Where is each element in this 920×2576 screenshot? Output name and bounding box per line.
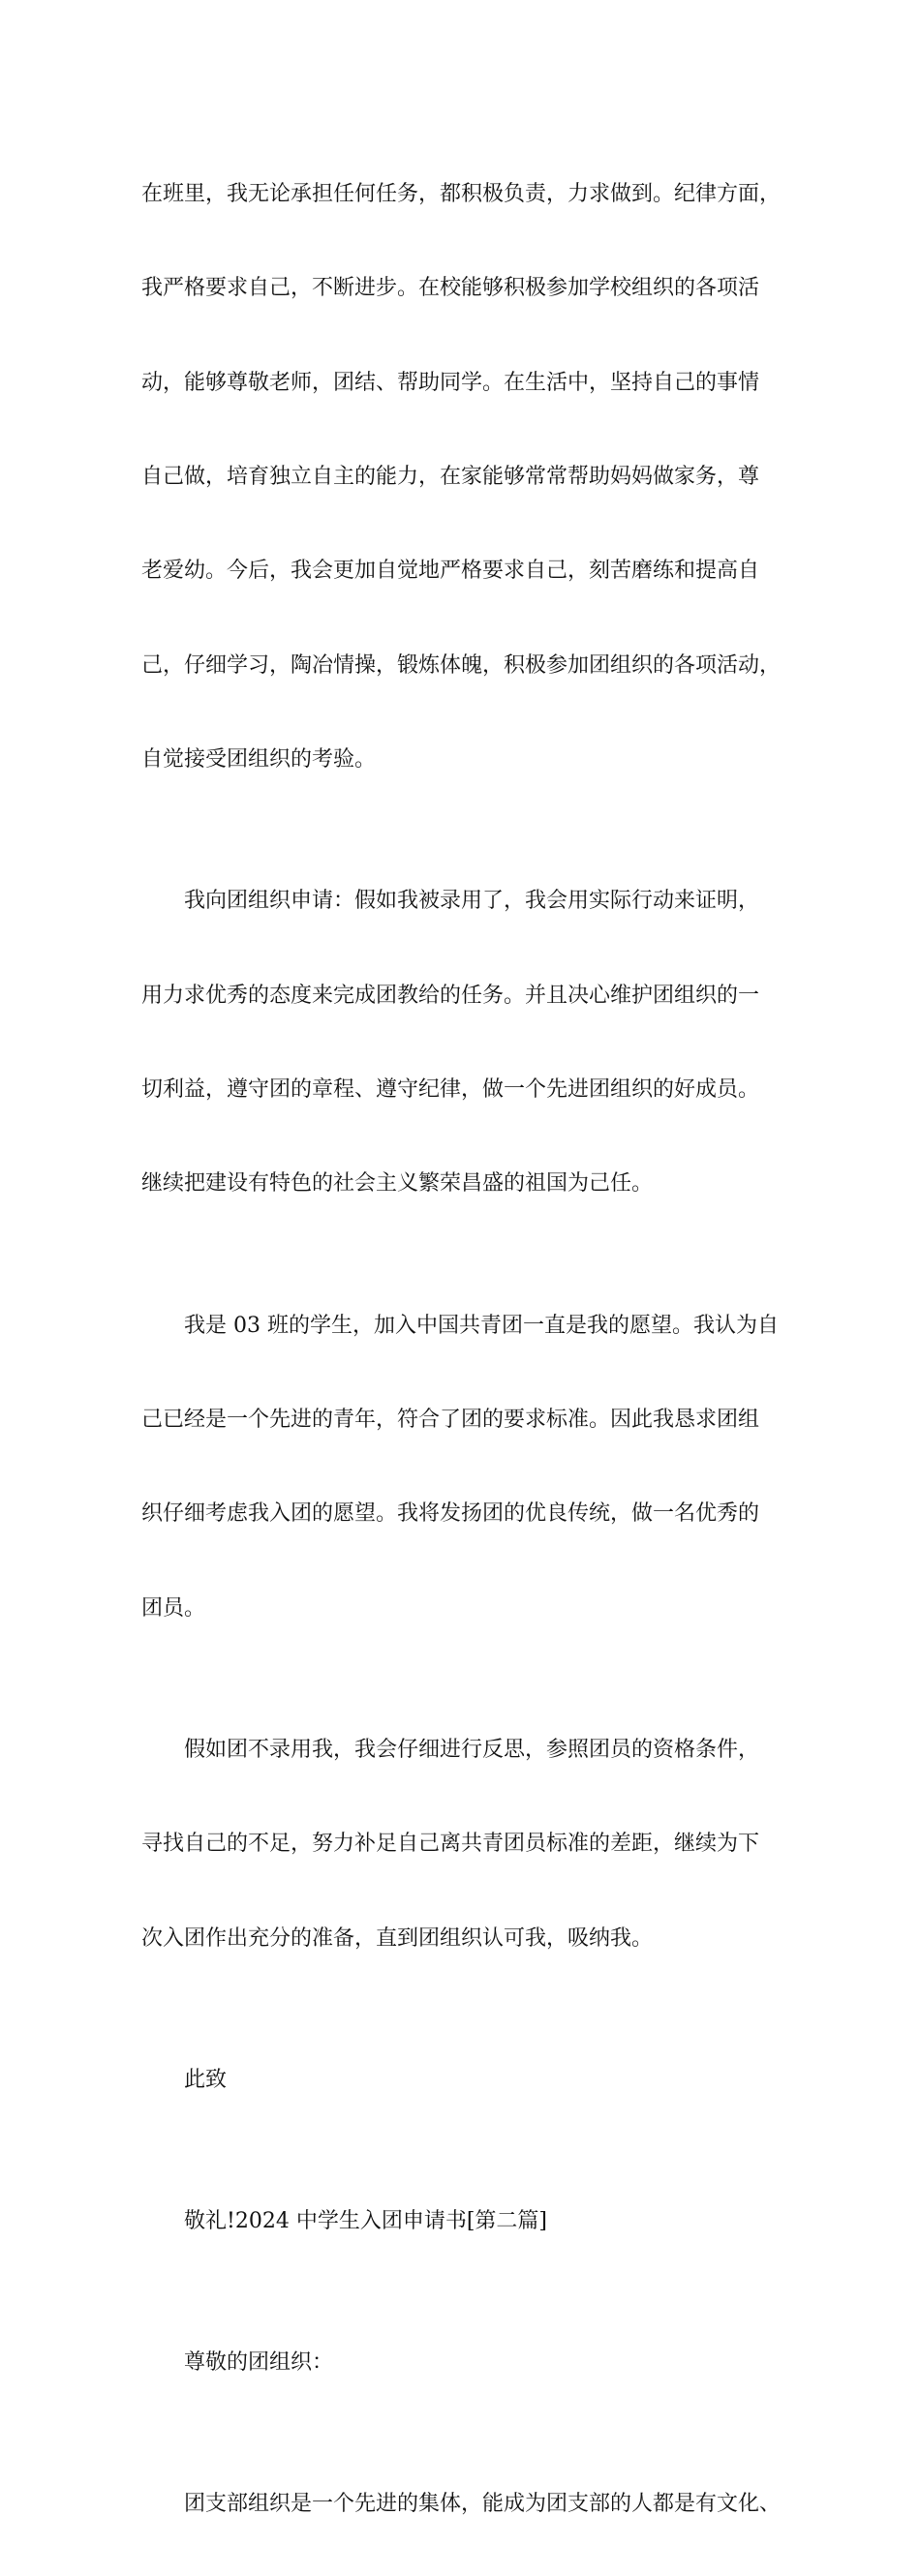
closing-regards-and-next-title [141, 2151, 810, 2292]
text-line: 寻找自己的不足，努力补足自己离共青团员标准的差距，继续为下 [141, 1832, 760, 1857]
text-line: 次入团作出充分的准备，直到团组织认可我，吸纳我。 [141, 1925, 654, 1951]
paragraph-next [141, 2434, 810, 2575]
text-line: 织仔细考虑我入团的愿望。我将发扬团的优良传统，做一名优秀的 [141, 1501, 760, 1527]
text-line: 尊敬的团组织： [184, 2350, 334, 2376]
text-line: 此致 [184, 2067, 228, 2092]
document-body [141, 124, 810, 2576]
text-line: 我向团组织申请：假如我被录用了，我会用实际行动来证明， [184, 889, 760, 914]
closing-salutation [141, 2010, 810, 2151]
text-line: 假如团不录用我，我会仔细进行反思，参照团员的资格条件， [184, 1737, 760, 1762]
greeting [141, 2292, 810, 2434]
text-line: 在班里，我无论承担任何任务，都积极负责，力求做到。纪律方面， [141, 181, 782, 206]
text-line: 切利益，遵守团的章程、遵守纪律，做一个先进团组织的好成员。 [141, 1077, 760, 1103]
text-line: 自己做，培育独立自主的能力，在家能够常常帮助妈妈做家务，尊 [141, 464, 760, 489]
text-line: 动，能够尊敬老师，团结、帮助同学。在生活中，坚持自己的事情 [141, 370, 760, 395]
text-line: 我是 03 班的学生，加入中国共青团一直是我的愿望。我认为自 [184, 1313, 779, 1338]
text-line: 继续把建设有特色的社会主义繁荣昌盛的祖国为己任。 [141, 1171, 654, 1197]
paragraph-1 [141, 124, 810, 832]
text-line: 己，仔细学习，陶冶情操，锻炼体魄，积极参加团组织的各项活动， [141, 652, 782, 678]
text-line: 团支部组织是一个先进的集体，能成为团支部的人都是有文化、 [184, 2492, 782, 2517]
text-line: 敬礼!2024 中学生入团申请书[第二篇] [184, 2208, 547, 2233]
text-line: 用力求优秀的态度来完成团教给的任务。并且决心维护团组织的一 [141, 983, 760, 1008]
text-line: 自觉接受团组织的考验。 [141, 747, 377, 773]
text-line: 团员。 [141, 1595, 206, 1621]
text-line: 己已经是一个先进的青年，符合了团的要求标准。因此我恳求团组 [141, 1407, 760, 1432]
text-line: 老爱幼。今后，我会更加自觉地严格要求自己，刻苦磨练和提高自 [141, 559, 760, 584]
paragraph-2 [141, 832, 810, 1256]
paragraph-4 [141, 1680, 810, 2010]
text-line: 我严格要求自己，不断进步。在校能够积极参加学校组织的各项活 [141, 276, 760, 301]
paragraph-3 [141, 1256, 810, 1680]
